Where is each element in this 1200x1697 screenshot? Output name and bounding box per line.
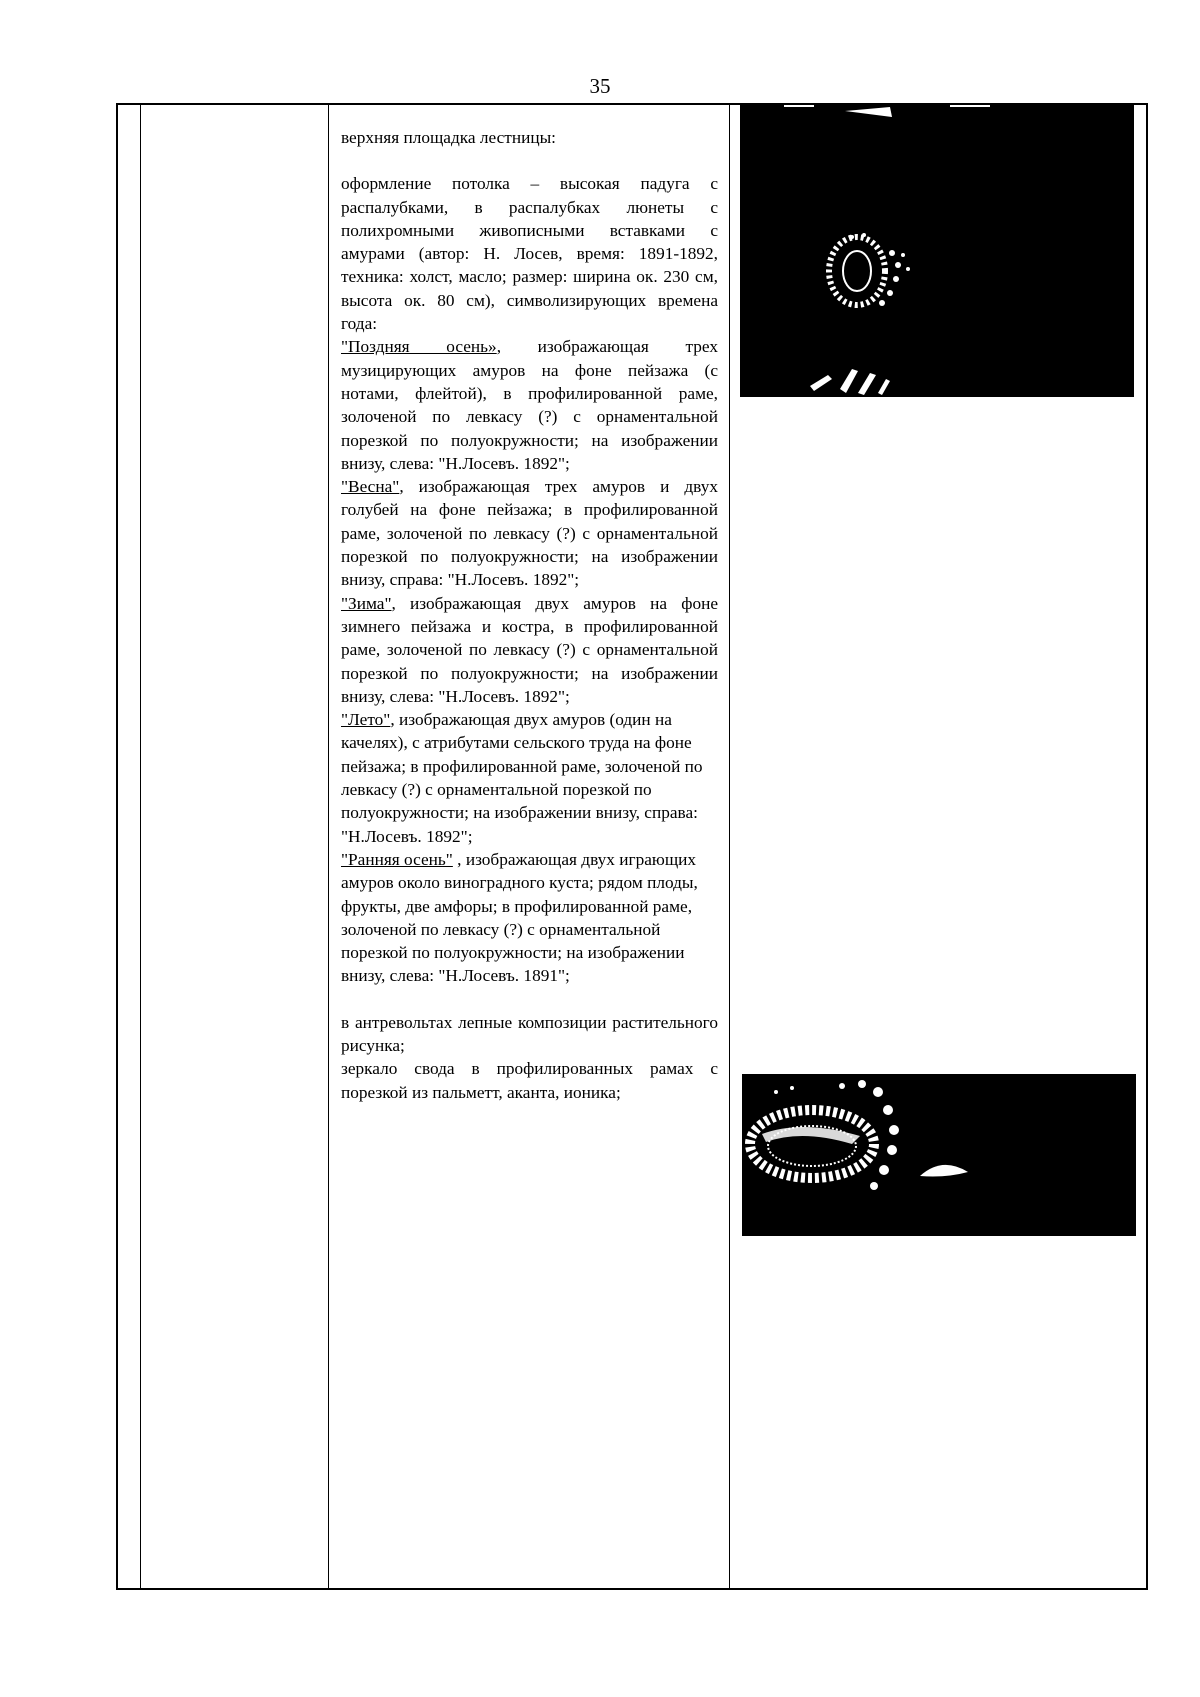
antrevolt-description: в антревольтах лепные композиции растительного рисунка;	[341, 1012, 718, 1055]
painting-title: "Весна"	[341, 477, 400, 497]
painting-title: "Поздняя осень»	[341, 337, 497, 357]
painting-title: "Зима"	[341, 593, 392, 613]
painting-title: "Лето"	[341, 710, 391, 730]
painting-spring	[341, 475, 718, 591]
section-heading: верхняя площадка лестницы:	[341, 128, 556, 147]
painting-title: "Ранняя осень"	[341, 849, 453, 869]
painting-text: , изображающая двух амуров (один на качелях), с атрибутами сельского труда на фоне пейзажа; в профилированной раме, золоченой по левкасу (?) с орнаментальной порезкой по полуокружности; на изображении внизу, справа: "Н.Лосевъ. 1892";	[341, 710, 703, 846]
painting-early-autumn	[341, 848, 718, 988]
painting-text: , изображающая трех амуров и двух голубей на фоне пейзажа; в профилированной раме, золоченой по левкасу (?) с орнаментальной порезкой по полуокружности; на изображении внизу, справа: "Н.Лосевъ. 1892";	[341, 477, 718, 590]
column-divider-3	[729, 105, 730, 1588]
page-number: 35	[589, 74, 611, 98]
ceiling-description: оформление потолка – высокая падуга с распалубками, в распалубках люнеты с полихромными живописными вставками с амурами (автор: Н. Лосев, время: 1891-1892, техника: холст, масло; размер: ширина ок. 230 см, высота ок. 80 см), символизирующих времена года:	[341, 174, 718, 334]
painting-late-autumn	[341, 335, 718, 475]
painting-winter	[341, 592, 718, 708]
ceiling-photo-2	[742, 1074, 1136, 1236]
vault-mirror-description: зеркало свода в профилированных рамах с порезкой из пальметт, аканта, ионика;	[341, 1059, 718, 1102]
ceiling-photo-1-image	[740, 103, 1134, 397]
painting-text: , изображающая двух играющих амуров около виноградного куста; рядом плоды, фрукты, две амфоры; в профилированной раме, золоченой по левкасу (?) с орнаментальной порезкой по полуокружности; на изображении внизу, слева: "Н.Лосевъ. 1891";	[341, 849, 698, 986]
ceiling-photo-1	[740, 103, 1134, 397]
column-divider-1	[140, 105, 141, 1588]
column-divider-2	[328, 105, 329, 1588]
painting-text: , изображающая трех музицирующих амуров на фоне пейзажа (с нотами, флейтой), в профилированной раме, золоченой по левкасу (?) с орнаментальной порезкой по полуокружности; на изображении внизу, слева: "Н.Лосевъ. 1892";	[341, 337, 718, 473]
object-description	[341, 126, 718, 1104]
painting-summer	[341, 708, 718, 848]
ceiling-photo-2-image	[742, 1074, 1136, 1236]
painting-text: , изображающая двух амуров на фоне зимнего пейзажа и костра, в профилированной раме, золоченой по левкасу (?) с орнаментальной порезкой по полуокружности; на изображении внизу, слева: "Н.Лосевъ. 1892";	[341, 593, 718, 706]
